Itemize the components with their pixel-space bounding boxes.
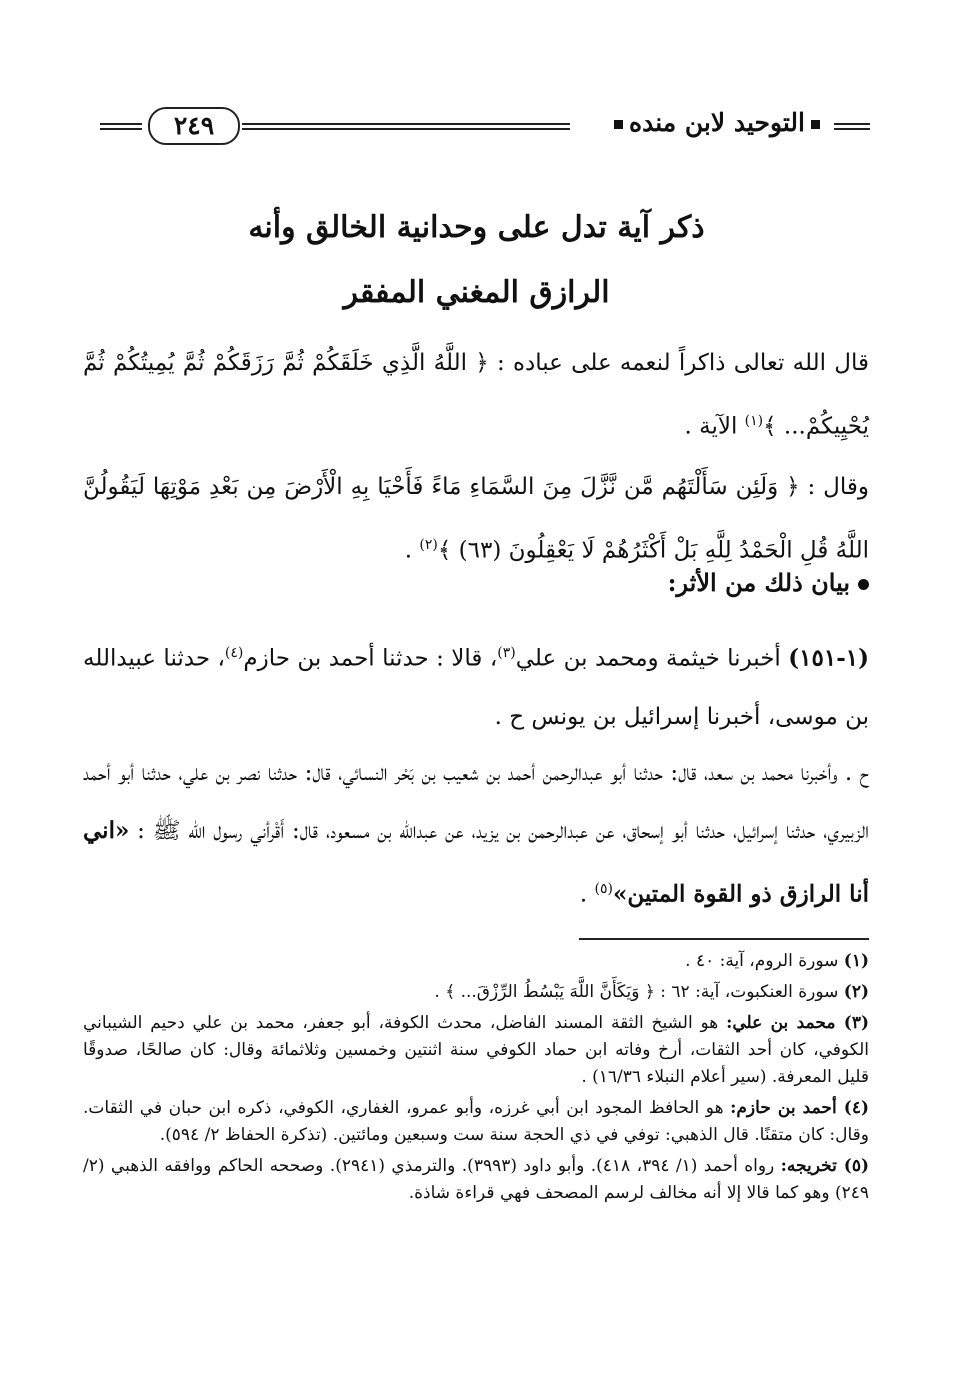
footnote-text: رواه أحمد (١/ ٣٩٤، ٤١٨). وأبو داود (٣٩٩٣). والترمذي (٢٩٤١). وصححه الحاكم ووافقه الذهبي (٢/ ٢٤٩) وهو كما قالا إلا أنه مخالف لرسم المصحف فهي قراءة شاذة. <box>83 1156 869 1203</box>
bullet-icon <box>858 579 869 590</box>
header-title-text: التوحيد لابن منده <box>629 108 805 137</box>
paragraph-text: ح . وأخبرنا محمد بن سعد، قال: حدثنا أبو عبدالرحمن أحمد بن شعيب بن بَحْر النسائي، قال: حدثنا نصر بن علي، حدثنا أبو أحمد الزبيري، حدثنا إسرائيل، حدثنا أبو إسحاق، عن عبدالرحمن بن يزيد، عن عبدالله بن مسعود، قال: أَقْرأني رسول الله ﷺ : <box>83 760 869 844</box>
footnote-label: (٣) محمد بن علي: <box>726 1013 869 1033</box>
footnote-label: (٤) أحمد بن حازم: <box>730 1098 869 1118</box>
header-book-title <box>608 108 826 137</box>
paragraph-text: الآية . <box>684 413 745 440</box>
footnote-label: (١) <box>843 951 869 971</box>
paragraph-text: وقال : ﴿ وَلَئِن سَأَلْتَهُم مَّن نَّزَّلَ مِنَ السَّمَاءِ مَاءً فَأَحْيَا بِهِ الْأَرْضَ مِن بَعْدِ مَوْتِهَا لَيَقُولُنَّ اللَّهُ قُلِ الْحَمْدُ لِلَّهِ بَلْ أَكْثَرُهُمْ لَا يَعْقِلُونَ (٦٣) ﴾ <box>83 474 869 564</box>
hadith-number: (١-١٥١) <box>788 644 869 672</box>
header-rule-middle <box>242 123 570 130</box>
hadith-quote: «اني أنا الرازق ذو القوة المتين» <box>83 817 869 908</box>
paragraph-text: . <box>404 537 420 564</box>
paragraph-text: . <box>579 881 595 908</box>
footnote-ref: (٤) <box>224 645 244 661</box>
footnote-4 <box>83 1095 869 1149</box>
footnote-1 <box>83 948 869 975</box>
footnote-text: سورة العنكبوت، آية: ٦٢ : ﴿ وَيَكَأَنَّ اللَّهَ يَبْسُطُ الرِّزْقَ... ﴾ . <box>434 982 844 1002</box>
footnote-ref: (٥) <box>594 881 613 897</box>
footnote-ref: (٣) <box>497 645 516 661</box>
footnote-text: هو الشيخ الثقة المسند الفاضل، محدث الكوفة، أبو جعفر، محمد بن علي دحيم الشيباني الكوفي، كان أحد الثقات، أرخ وفاته ابن حماد الكوفي سنة اثنتين وخمسين وثلاثمائة وقال: كان صالحًا، صدوقًا قليل المعرفة. (سير أعلام النبلاء ١٦/٣٦) . <box>83 1013 869 1087</box>
footnote-3 <box>83 1010 869 1091</box>
footnote-ref: (١) <box>744 413 764 429</box>
footnote-text: هو الحافظ المجود ابن أبي غرزه، وأبو عمرو، الغفاري، الكوفي، ذكره ابن حبان في الثقات. وقال: كان متقنًا. قال الذهبي: توفي في ذي الحجة سنة ست وسبعين ومائتين. (تذكرة الحفاظ ٢/ ٥٩٤). <box>83 1098 869 1145</box>
running-header <box>100 104 870 148</box>
paragraph-hadith-intro <box>83 624 869 746</box>
footnote-text: سورة الروم، آية: ٤٠ . <box>685 951 844 971</box>
paragraph-verse-1 <box>83 334 869 456</box>
footnote-5 <box>83 1153 869 1207</box>
footnote-label: (٢) <box>843 982 869 1002</box>
footnote-ref: (٢) <box>419 537 438 553</box>
section-heading <box>668 568 869 597</box>
header-rule-left <box>100 123 142 130</box>
footnotes <box>83 948 869 1211</box>
chapter-title-line-1: ذكر آية تدل على وحدانية الخالق وأنه <box>248 210 705 245</box>
square-icon <box>614 120 623 129</box>
paragraph-text: قال الله تعالى ذاكراً لنعمه على عباده : ﴿ اللَّهُ الَّذِي خَلَقَكُمْ ثُمَّ رَزَقَكُمْ ثُمَّ يُمِيتُكُمْ ثُمَّ يُحْيِيكُمْ... ﴾ <box>83 350 869 440</box>
paragraph-text: أخبرنا خيثمة ومحمد بن علي <box>515 645 789 672</box>
paragraph-text: ، قالا : حدثنا أحمد بن حازم <box>243 645 498 672</box>
paragraph-text: ، حدثنا عبيدالله بن موسى، أخبرنا إسرائيل بن يونس ح . <box>83 645 869 730</box>
header-rule-right <box>834 123 870 130</box>
section-heading-text: بيان ذلك من الأثر: <box>667 568 850 597</box>
page-number: ٢٤٩ <box>148 107 240 145</box>
paragraph-hadith-chain <box>83 744 869 924</box>
footnote-label: (٥) تخريجه: <box>780 1156 869 1176</box>
square-icon <box>811 120 820 129</box>
chapter-title-line-2: الرازق المغني المفقر <box>343 275 610 310</box>
paragraph-verse-2 <box>83 458 869 580</box>
footnote-divider <box>579 938 869 940</box>
footnote-2 <box>83 979 869 1006</box>
